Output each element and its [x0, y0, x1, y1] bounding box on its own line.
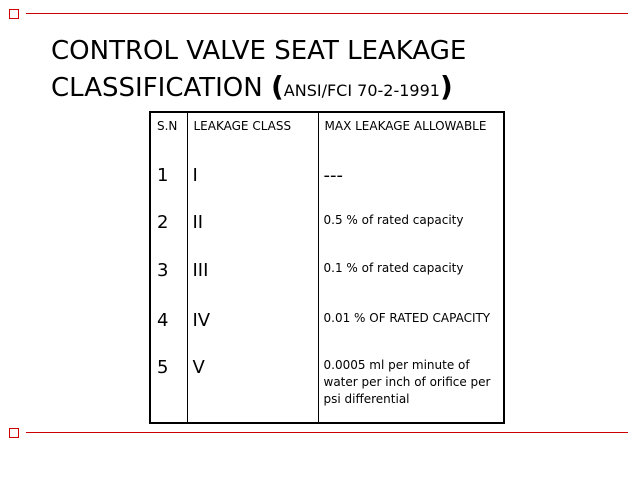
corner-square-icon — [9, 9, 19, 19]
row-class: III — [192, 260, 209, 281]
row-sn: 3 — [157, 260, 169, 281]
table-row — [150, 352, 504, 423]
table-row — [150, 207, 504, 255]
row-class: II — [192, 212, 204, 233]
bottom-rule — [26, 432, 628, 433]
row-sn: 2 — [157, 212, 169, 233]
title-line-2 — [51, 69, 631, 109]
row-class: IV — [192, 310, 211, 331]
row-max-leakage: 0.01 % OF RATED CAPACITY — [323, 311, 491, 325]
corner-square-icon — [9, 428, 19, 438]
header-cell — [318, 112, 504, 160]
title-close-paren: ) — [439, 70, 453, 103]
title-line-1: CONTROL VALVE SEAT LEAKAGE — [51, 36, 467, 66]
row-max-leakage: 0.1 % of rated capacity — [323, 261, 464, 275]
table-header-row — [150, 112, 504, 160]
table-row — [150, 305, 504, 352]
header-max-leakage: MAX LEAKAGE ALLOWABLE — [324, 119, 487, 133]
top-rule — [26, 13, 628, 14]
table-row — [150, 255, 504, 305]
row-max-leakage: --- — [323, 165, 343, 186]
slide-title — [51, 33, 631, 109]
row-sn: 4 — [157, 310, 169, 331]
row-max-leakage: 0.5 % of rated capacity — [323, 213, 464, 227]
header-cell — [150, 112, 187, 160]
header-cell — [187, 112, 318, 160]
leakage-class-table — [149, 111, 505, 424]
row-max-leakage: 0.0005 ml per minute of water per inch of orifice per psi differential — [323, 358, 491, 406]
row-class: V — [192, 357, 205, 378]
table-row — [150, 160, 504, 207]
header-sn: S.N — [157, 119, 178, 133]
row-class: I — [192, 165, 198, 186]
header-leakage-class: LEAKAGE CLASS — [193, 119, 292, 133]
row-sn: 1 — [157, 165, 169, 186]
title-classification: CLASSIFICATION — [51, 73, 271, 103]
title-standard: ANSI/FCI 70-2-1991 — [283, 81, 440, 100]
row-sn: 5 — [157, 357, 169, 378]
title-open-paren: ( — [270, 70, 284, 103]
